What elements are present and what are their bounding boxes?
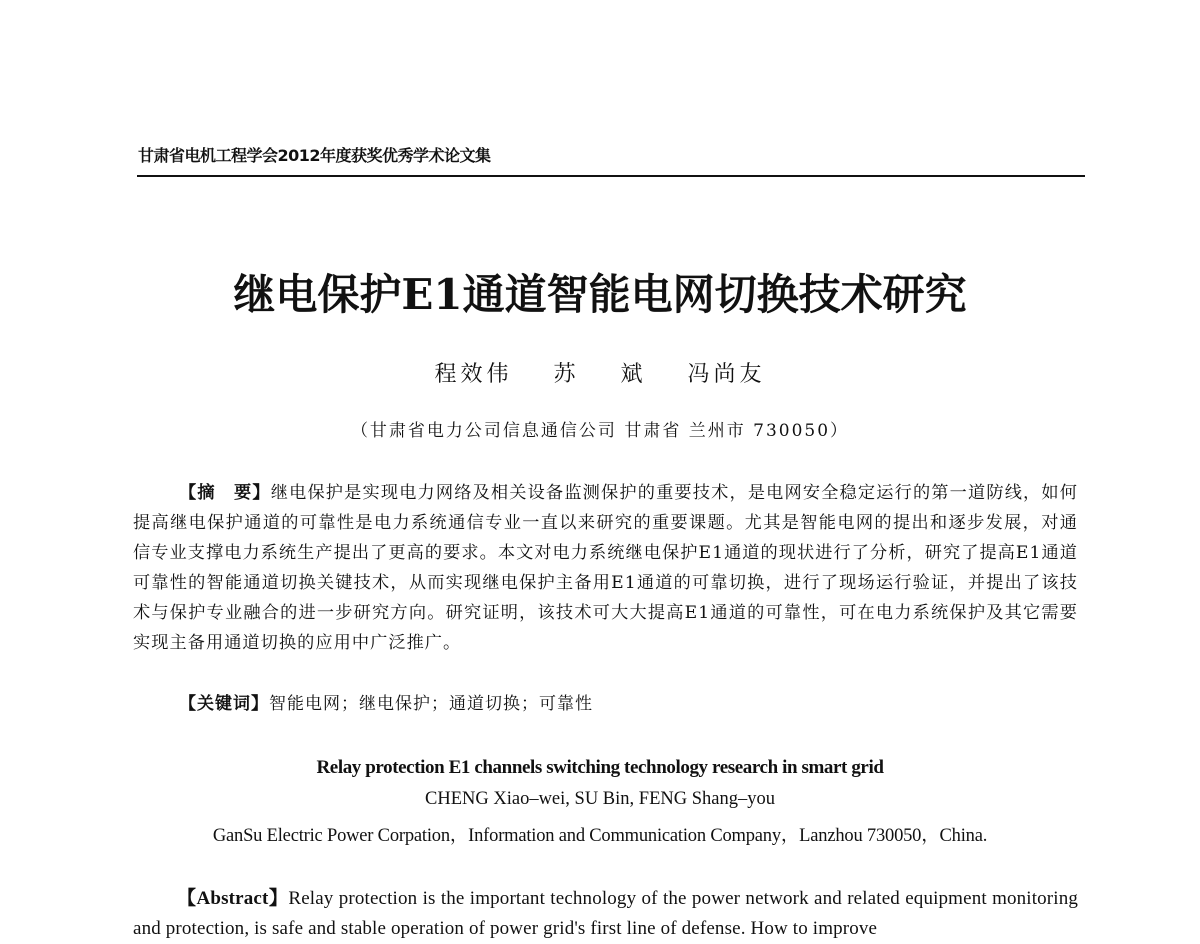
keywords-text: 智能电网；继电保护；通道切换；可靠性 <box>269 694 593 714</box>
english-title: Relay protection E1 channels switching technology research in smart grid <box>316 757 884 778</box>
keywords-chinese <box>179 689 593 714</box>
abstract-label: 【摘 要】 <box>179 483 271 503</box>
english-abstract-label: 【Abstract】 <box>177 888 289 909</box>
keywords-label: 【关键词】 <box>179 694 269 714</box>
affiliation: （甘肃省电力公司信息通信公司 甘肃省 兰州市 730050） <box>350 421 850 441</box>
paper-title: 继电保护E1通道智能电网切换技术研究 <box>233 270 967 319</box>
abstract-text: 继电保护是实现电力网络及相关设备监测保护的重要技术，是电网安全稳定运行的第一道防线，如何提高继电保护通道的可靠性是电力系统通信专业一直以来研究的重要课题。尤其是智能电网的提出和逐步发展，对通信专业支撑电力系统生产提出了更高的要求。本文对电力系统继电保护E1通道的现状进行了分析，研究了提高E1通道可靠性的智能通道切换关键技术，从而实现继电保护主备用E1通道的可靠切换，进行了现场运行验证，并提出了该技术与保护专业融合的进一步研究方向。研究证明，该技术可大大提高E1通道的可靠性，可在电力系统保护及其它需要实现主备用通道切换的应用中广泛推广。 <box>133 483 1078 653</box>
author-name: 苏 斌 <box>553 362 647 387</box>
abstract-english <box>133 884 1078 944</box>
abstract-chinese <box>133 478 1078 658</box>
author-name: 冯尚友 <box>687 362 766 387</box>
author-list <box>0 357 1200 388</box>
english-abstract-text: Relay protection is the important technology of the power network and related equipment monitoring and protection, is safe and stable operation of power grid's first line of defense. How to improve <box>133 888 1079 939</box>
running-header: 甘肃省电机工程学会2012年度获奖优秀学术论文集 <box>138 146 491 165</box>
english-affiliation: GanSu Electric Power Corpation，Information and Communication Company，Lanzhou 730050，China. <box>212 826 988 846</box>
english-authors: CHENG Xiao–wei, SU Bin, FENG Shang–you <box>425 789 775 809</box>
header-rule <box>137 175 1085 177</box>
author-name: 程效伟 <box>434 362 513 387</box>
